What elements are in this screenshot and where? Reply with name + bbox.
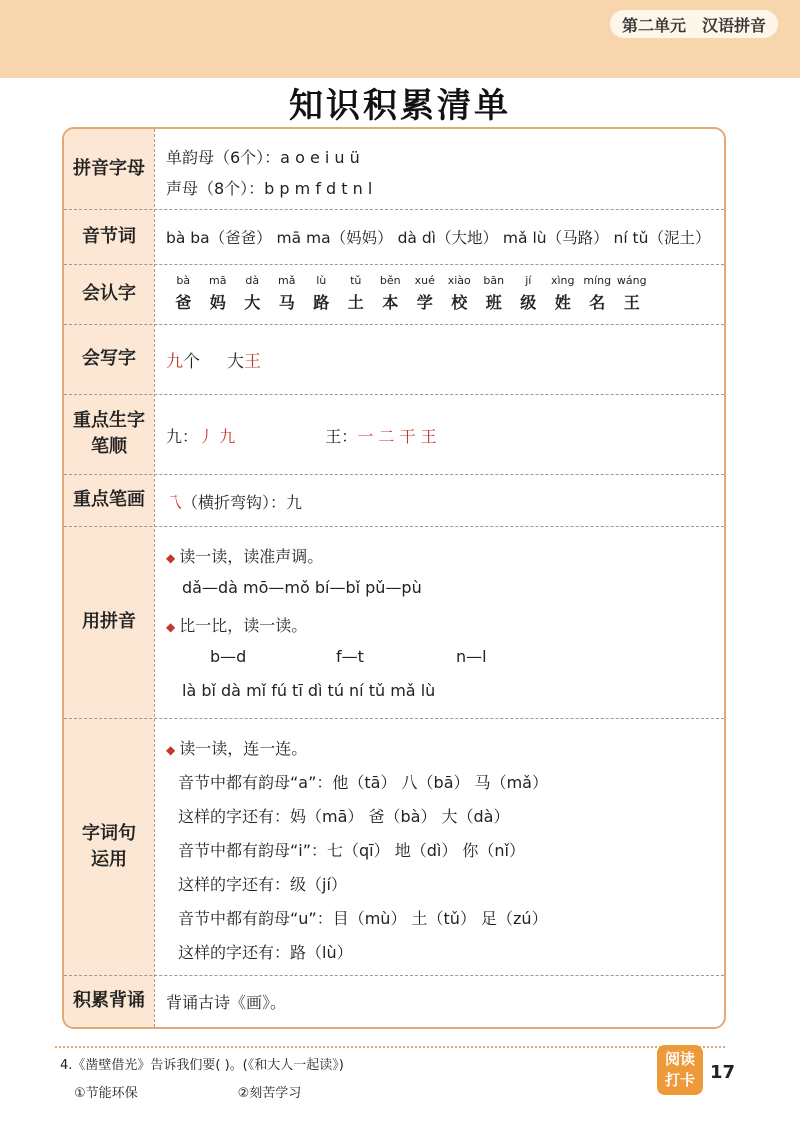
char-hanzi: 班 <box>485 293 502 312</box>
char-hanzi: 校 <box>451 293 468 312</box>
vowel-example: 音节中都有韵母“a”：他（tā） 八（bā） 马（mǎ） <box>178 773 548 792</box>
char-cell <box>580 274 615 313</box>
table-row <box>64 975 724 1027</box>
stroke-order-line <box>166 424 437 447</box>
vowel-example: 音节中都有韵母“i”：七（qī） 地（dì） 你（nǐ） <box>178 841 525 860</box>
reading-checkin-badge <box>657 1045 703 1095</box>
table-row <box>64 394 724 475</box>
row-label: 会写字 <box>82 348 136 369</box>
table-row <box>64 324 724 395</box>
footer-divider <box>55 1046 725 1048</box>
bullet-icon: ◆ <box>166 743 176 757</box>
knowledge-table <box>62 127 726 1029</box>
char-hanzi: 路 <box>313 293 330 312</box>
char-pinyin: mā <box>209 274 227 287</box>
char-pinyin: tǔ <box>350 274 362 287</box>
exercise-heading <box>166 544 323 567</box>
char-pinyin: xiào <box>447 274 471 287</box>
vowel-example: 音节中都有韵母“u”：目（mù） 土（tǔ） 足（zú） <box>178 909 548 928</box>
write-char: 个 <box>183 352 200 372</box>
char-cell <box>339 274 374 313</box>
row-label: 音节词 <box>82 225 136 247</box>
write-char: 九 <box>166 352 183 372</box>
char-label: 王： <box>325 427 358 446</box>
recite-text: 背诵古诗《画》。 <box>166 993 287 1012</box>
char-hanzi: 学 <box>416 293 433 312</box>
exercise-text: 比一比，读一读。 <box>179 616 308 635</box>
stroke-glyph: 乁 <box>166 493 183 512</box>
practice-syllables: là bǐ dà mǐ fú tī dì tú ní tǔ mǎ lù <box>182 681 436 700</box>
header-banner <box>0 0 800 78</box>
char-cell <box>511 274 546 313</box>
exercise-text: 读一读，读准声调。 <box>179 547 324 566</box>
page-number: 17 <box>710 1062 736 1083</box>
char-pinyin: xìng <box>550 274 575 287</box>
option-2[interactable]: ②刻苦学习 <box>237 1086 302 1101</box>
char-label: 九： <box>166 427 199 446</box>
syllable-words: bà ba（爸爸） mā ma（妈妈） dà dì（大地） mǎ lù（马路） ní tǔ（泥土） <box>166 229 711 247</box>
char-pinyin: bān <box>483 274 505 287</box>
char-cell <box>408 274 443 313</box>
stroke-desc: （横折弯钩）：九 <box>182 493 303 512</box>
char-hanzi: 爸 <box>175 293 192 312</box>
char-pinyin: běn <box>379 274 401 287</box>
char-pinyin: mǎ <box>278 274 296 287</box>
char-hanzi: 大 <box>244 293 261 312</box>
key-stroke <box>166 490 302 513</box>
table-row <box>64 526 724 719</box>
tone-pairs: dǎ—dà mō—mǒ bí—bǐ pǔ—pù <box>182 578 422 597</box>
row-label-line: 笔顺 <box>91 436 127 457</box>
vowel-example: 这样的字还有：级（jí） <box>178 875 347 894</box>
char-pinyin: míng <box>583 274 612 287</box>
bullet-icon: ◆ <box>166 620 176 634</box>
row-label: 拼音字母 <box>73 158 145 179</box>
char-cell <box>546 274 581 313</box>
char-pinyin: xué <box>414 274 435 287</box>
char-cell <box>235 274 270 313</box>
reading-question: 4.《凿壁借光》告诉我们要( )。(《和大人一起读》) <box>60 1058 344 1073</box>
table-row <box>64 474 724 527</box>
row-label-line: 重点生字 <box>73 410 145 431</box>
exercise-heading <box>166 736 307 759</box>
stroke-sequence: 丿 九 <box>198 427 236 446</box>
char-pinyin: wáng <box>616 274 647 287</box>
unit-label <box>610 10 778 38</box>
char-pinyin: bà <box>176 274 191 287</box>
vowel-example: 这样的字还有：路（lù） <box>178 943 353 962</box>
table-row <box>64 264 724 325</box>
write-chars <box>166 347 261 372</box>
exercise-text: 读一读，连一连。 <box>179 739 308 758</box>
char-pinyin: lù <box>316 274 327 287</box>
char-cell <box>477 274 512 313</box>
compare-pair: f—t <box>336 647 364 666</box>
char-hanzi: 本 <box>382 293 399 312</box>
char-cell <box>442 274 477 313</box>
char-cell <box>304 274 339 313</box>
char-hanzi: 名 <box>589 293 606 312</box>
char-cell <box>201 274 236 313</box>
unit-number: 第二单元 <box>621 15 686 35</box>
row-label <box>64 718 154 975</box>
char-cell <box>166 274 201 313</box>
vowel-example: 这样的字还有：妈（mā） 爸（bà） 大（dà） <box>178 807 510 826</box>
bullet-icon: ◆ <box>166 551 176 565</box>
recognize-chars <box>166 274 649 313</box>
badge-line: 打卡 <box>664 1071 695 1089</box>
char-hanzi: 妈 <box>209 293 226 312</box>
char-hanzi: 级 <box>520 293 537 312</box>
exercise-heading <box>166 613 307 636</box>
char-cell <box>615 274 650 313</box>
table-row <box>64 129 724 210</box>
row-label: 积累背诵 <box>73 990 145 1011</box>
char-hanzi: 土 <box>347 293 364 312</box>
compare-pair: b—d <box>210 647 247 666</box>
char-hanzi: 王 <box>623 293 640 312</box>
stroke-sequence: 一 二 干 王 <box>357 427 437 446</box>
vowels-line: 单韵母（6个）：a o e i u ü <box>166 148 360 167</box>
initials-line: 声母（8个）：b p m f d t n l <box>166 179 373 198</box>
write-char: 王 <box>244 352 262 372</box>
row-label: 会认字 <box>82 283 136 304</box>
write-char: 大 <box>227 352 245 372</box>
char-cell <box>270 274 305 313</box>
table-row <box>64 718 724 976</box>
row-label <box>64 394 154 474</box>
row-label-line: 字词句 <box>82 822 136 844</box>
char-hanzi: 姓 <box>554 293 571 312</box>
char-cell <box>373 274 408 313</box>
page-title: 知识积累清单 <box>289 86 511 126</box>
char-hanzi: 马 <box>278 293 295 312</box>
answer-options <box>74 1082 401 1101</box>
table-row <box>64 209 724 265</box>
char-pinyin: dà <box>245 274 260 287</box>
badge-line: 阅读 <box>664 1050 695 1068</box>
char-pinyin: jí <box>525 274 532 287</box>
unit-topic: 汉语拼音 <box>701 15 766 35</box>
compare-pair: n—l <box>456 647 487 666</box>
row-label: 重点笔画 <box>73 489 145 510</box>
row-label: 用拼音 <box>82 611 136 632</box>
option-1[interactable]: ①节能环保 <box>74 1086 138 1101</box>
row-label-line: 运用 <box>91 848 127 870</box>
